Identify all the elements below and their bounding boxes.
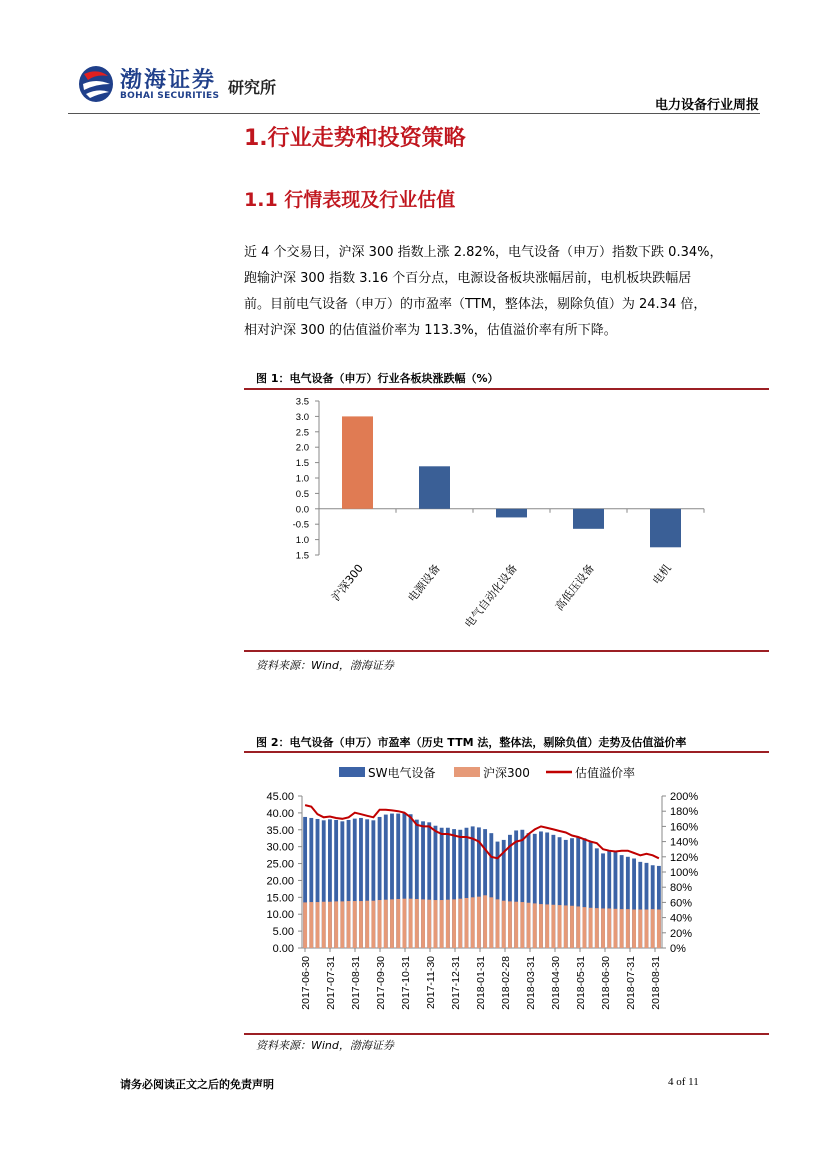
legend-label: 沪深300: [483, 766, 530, 780]
header-divider: [68, 113, 760, 114]
y-tick-label: 0.5: [295, 488, 309, 500]
pe-bar-hs300: [582, 907, 586, 948]
left-tick-label: 0.00: [272, 943, 294, 955]
pe-bar-hs300: [402, 899, 406, 948]
x-tick-label: 2017-12-31: [450, 956, 462, 1010]
pe-bar-hs300: [551, 905, 555, 948]
x-tick-label: 2017-08-31: [350, 956, 362, 1010]
left-tick-label: 20.00: [266, 875, 294, 888]
x-tick-label: 2017-09-30: [375, 956, 387, 1010]
disclaimer-note: 请务必阅读正文之后的免责声明: [120, 1078, 274, 1091]
x-tick-label: 2018-01-31: [475, 956, 487, 1010]
pe-bar-hs300: [303, 902, 307, 948]
pe-bar-hs300: [595, 908, 599, 948]
pe-bar-hs300: [614, 909, 618, 948]
x-tick-label: 2018-06-30: [600, 956, 612, 1010]
left-tick-label: 45.00: [266, 791, 294, 803]
bar: [496, 509, 527, 518]
pe-bar-hs300: [452, 899, 456, 948]
pe-bar-hs300: [384, 900, 388, 948]
x-tick-label: 2017-10-31: [400, 956, 412, 1010]
pe-bar-hs300: [651, 909, 655, 948]
pe-bar-hs300: [446, 900, 450, 948]
paragraph-line: 前。目前电气设备（申万）的市盈率（TTM，整体法，剔除负值）为 24.34 倍，: [244, 297, 707, 312]
pe-bar-hs300: [514, 902, 518, 948]
y-tick-label: 0.0: [295, 504, 309, 516]
pe-bar-hs300: [347, 901, 351, 948]
pe-bar-hs300: [322, 902, 326, 948]
right-tick-label: 0%: [670, 943, 686, 955]
section-heading: 1.行业走势和投资策略: [244, 126, 466, 151]
right-tick-label: 180%: [670, 806, 699, 819]
right-tick-label: 60%: [670, 897, 693, 910]
bohai-logo-icon: [78, 64, 114, 104]
y-tick-label: 1.0: [295, 473, 309, 485]
institute-label: 研究所: [228, 78, 277, 97]
figure2-combo-chart: [244, 753, 769, 1031]
pe-bar-hs300: [570, 906, 574, 948]
y-tick-label: 3.5: [295, 396, 309, 408]
pe-bar-hs300: [421, 899, 425, 948]
subsection-heading: 1.1 行情表现及行业估值: [244, 189, 456, 211]
left-tick-label: 35.00: [266, 824, 294, 837]
x-tick-label: 2018-08-31: [650, 956, 662, 1010]
y-tick-label: 3.0: [295, 411, 309, 423]
pe-bar-hs300: [316, 902, 320, 948]
left-tick-label: 30.00: [266, 841, 294, 854]
pe-bar-hs300: [359, 901, 363, 948]
pe-bar-hs300: [396, 899, 400, 948]
y-tick-label: 2.0: [295, 442, 309, 454]
pe-bar-hs300: [607, 908, 611, 948]
pe-bar-hs300: [340, 901, 344, 948]
right-tick-label: 20%: [670, 927, 693, 940]
figure1-title: 图 1：电气设备（申万）行业各板块涨跌幅（%）: [256, 372, 499, 385]
legend-swatch: [454, 767, 480, 777]
pe-bar-hs300: [545, 904, 549, 948]
x-tick-label: 2018-03-31: [525, 956, 537, 1010]
pe-bar-hs300: [645, 909, 649, 948]
x-tick-label: 电气自动化设备: [462, 561, 520, 631]
pe-bar-hs300: [508, 901, 512, 948]
y-tick-label: -0.5: [292, 519, 309, 531]
pe-bar-hs300: [458, 899, 462, 948]
x-tick-label: 电源设备: [405, 561, 443, 605]
y-tick-label: 1.5: [295, 458, 309, 470]
pe-bar-hs300: [483, 895, 487, 948]
x-tick-label: 沪深300: [329, 561, 366, 604]
figure2-source: 资料来源：Wind，渤海证券: [256, 1039, 394, 1052]
pe-bar-hs300: [558, 905, 562, 948]
right-tick-label: 120%: [670, 851, 699, 864]
figure1-source: 资料来源：Wind，渤海证券: [256, 659, 394, 672]
left-tick-label: 10.00: [266, 909, 294, 922]
right-tick-label: 80%: [670, 882, 693, 895]
premium-rate-line: [305, 805, 659, 858]
pe-bar-hs300: [502, 901, 506, 948]
bar: [573, 509, 604, 529]
y-tick-label: 1.0: [295, 535, 309, 547]
bar: [419, 466, 450, 509]
pe-bar-hs300: [496, 899, 500, 948]
pe-bar-hs300: [378, 900, 382, 948]
right-tick-label: 100%: [670, 867, 699, 879]
left-tick-label: 25.00: [266, 858, 294, 871]
left-tick-label: 15.00: [266, 892, 294, 905]
pe-bar-hs300: [638, 909, 642, 948]
bar: [650, 509, 681, 548]
pe-bar-hs300: [626, 909, 630, 948]
paragraph-line: 相对沪深 300 的估值溢价率为 113.3%，估值溢价率有所下降。: [244, 323, 617, 338]
legend-label: SW电气设备: [368, 766, 436, 780]
x-tick-label: 2018-04-30: [550, 956, 562, 1010]
paragraph-line: 跑输沪深 300 指数 3.16 个百分点，电源设备板块涨幅居前，电机板块跌幅居: [244, 271, 692, 286]
body-paragraph: [244, 240, 772, 344]
right-tick-label: 140%: [670, 836, 699, 849]
pe-bar-hs300: [589, 908, 593, 948]
figure2-bottom-rule: [244, 1033, 769, 1035]
pe-bar-hs300: [489, 897, 493, 948]
legend-label: 估值溢价率: [575, 766, 636, 780]
page-number: 4 of 11: [668, 1076, 699, 1088]
left-tick-label: 40.00: [266, 807, 294, 820]
pe-bar-hs300: [334, 901, 338, 948]
right-tick-label: 200%: [670, 791, 699, 803]
pe-bar-hs300: [440, 900, 444, 948]
x-tick-label: 电机: [650, 561, 674, 588]
left-tick-label: 5.00: [272, 926, 294, 939]
pe-bar-hs300: [427, 900, 431, 948]
pe-bar-hs300: [564, 905, 568, 948]
legend-swatch: [339, 767, 365, 777]
x-tick-label: 2017-07-31: [325, 956, 337, 1010]
pe-bar-hs300: [365, 901, 369, 948]
pe-bar-hs300: [409, 899, 413, 948]
pe-bar-hs300: [390, 899, 394, 948]
pe-bar-hs300: [527, 903, 531, 948]
pe-bar-hs300: [520, 902, 524, 948]
pe-bar-hs300: [576, 906, 580, 948]
pe-bar-hs300: [415, 899, 419, 948]
right-tick-label: 160%: [670, 821, 699, 834]
paragraph-line: 近 4 个交易日，沪深 300 指数上涨 2.82%，电气设备（申万）指数下跌 0.34%，: [244, 245, 723, 260]
figure1-bottom-rule: [244, 650, 769, 652]
x-tick-label: 2017-11-30: [425, 956, 437, 1009]
x-tick-label: 2017-06-30: [300, 956, 312, 1010]
right-tick-label: 40%: [670, 912, 693, 925]
logo-english-name: BOHAI SECURITIES: [120, 91, 220, 101]
pe-bar-hs300: [309, 902, 313, 948]
x-tick-label: 高低压设备: [552, 561, 597, 614]
y-tick-label: 1.5: [295, 550, 309, 562]
pe-bar-hs300: [539, 904, 543, 948]
pe-bar-hs300: [434, 900, 438, 948]
y-tick-label: 2.5: [295, 427, 309, 439]
figure1-bar-chart: [244, 390, 769, 648]
pe-bar-hs300: [657, 909, 661, 948]
x-tick-label: 2018-07-31: [625, 956, 637, 1010]
pe-bar-hs300: [477, 897, 481, 948]
pe-bar-hs300: [533, 903, 537, 948]
pe-bar-hs300: [353, 901, 357, 948]
pe-bar-hs300: [601, 908, 605, 948]
bar: [342, 416, 373, 508]
x-tick-label: 2018-05-31: [575, 956, 587, 1010]
pe-bar-hs300: [465, 898, 469, 948]
pe-bar-hs300: [632, 909, 636, 948]
pe-bar-hs300: [371, 901, 375, 948]
figure2-title: 图 2：电气设备（申万）市盈率（历史 TTM 法，整体法，剔除负值）走势及估值溢价率: [256, 736, 687, 749]
x-tick-label: 2018-02-28: [500, 956, 512, 1010]
pe-bar-hs300: [620, 909, 624, 948]
report-type-label: 电力设备行业周报: [654, 98, 759, 113]
pe-bar-hs300: [328, 902, 332, 948]
logo-chinese-name: 渤海证券: [120, 68, 217, 93]
pe-bar-hs300: [471, 897, 475, 948]
